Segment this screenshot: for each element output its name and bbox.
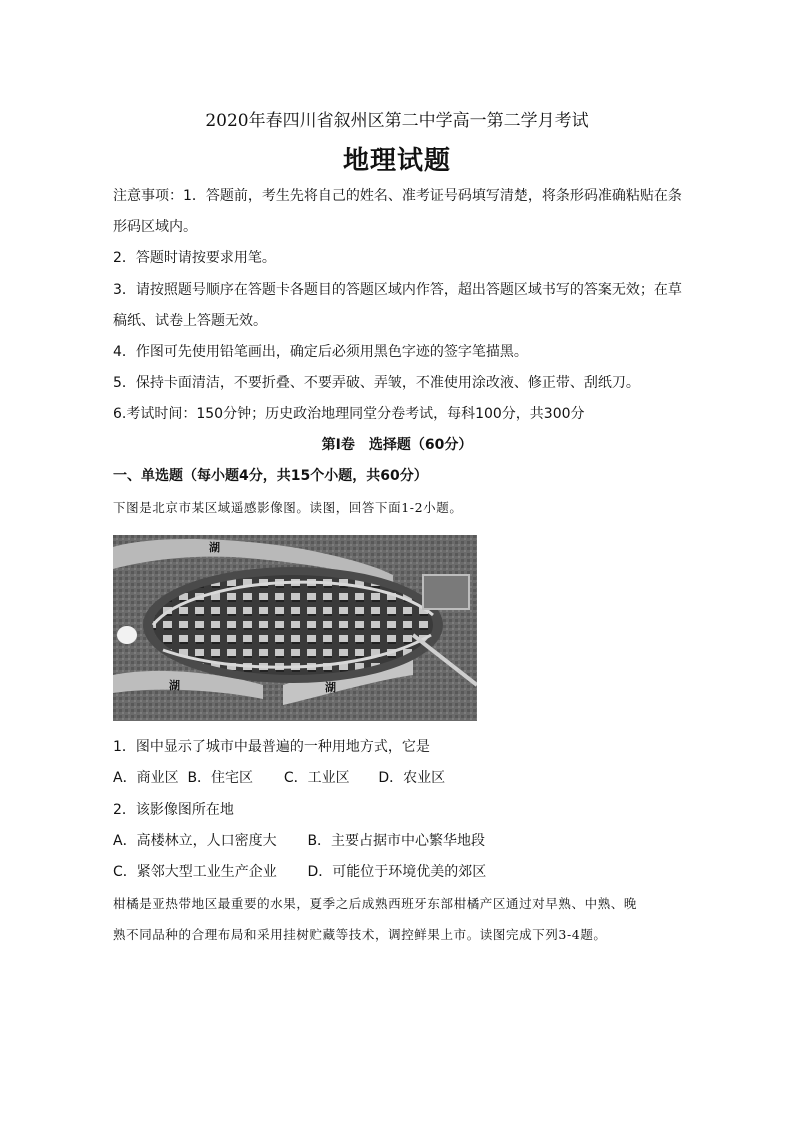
section-subheading: 一、单选题（每小题4分，共15个小题，共60分）	[113, 468, 428, 484]
note-line: 注意事项：1．答题前，考生先将自己的姓名、准考证号码填写清楚，将条形码准确粘贴在条	[113, 188, 682, 204]
note-line: 6.考试时间：150分钟；历史政治地理同堂分卷考试，每科100分，共300分	[113, 406, 585, 422]
question-options	[113, 831, 485, 851]
note-line: 稿纸、试卷上答题无效。	[113, 313, 267, 329]
note-line: 2．答题时请按要求用笔。	[113, 250, 276, 266]
option-c: C．工业区	[283, 770, 350, 786]
note-line: 3．请按照题号顺序在答题卡各题目的答题区域内作答，超出答题区域书写的答案无效；在草	[113, 282, 682, 298]
aerial-map-graphic	[113, 535, 477, 721]
lake-label: 湖	[169, 679, 180, 692]
note-line: 4．作图可先使用铅笔画出，确定后必须用黑色字迹的签字笔描黑。	[113, 344, 528, 360]
option-d: D．可能位于环境优美的郊区	[307, 864, 487, 880]
question-stem: 1．图中显示了城市中最普遍的一种用地方式，它是	[113, 739, 430, 755]
section-heading: 第Ⅰ卷 选择题（60分）	[321, 437, 473, 453]
question-stem: 2．该影像图所在地	[113, 802, 234, 818]
option-c: C．紧邻大型工业生产企业	[113, 864, 277, 880]
exam-title: 2020年春四川省叙州区第二中学高一第二学月考试	[205, 111, 589, 131]
option-d: D．农业区	[378, 770, 446, 786]
option-a: A．高楼林立，人口密度大	[113, 833, 277, 849]
subject-title: 地理试题	[342, 146, 451, 176]
option-b: B．住宅区	[187, 770, 254, 786]
note-line: 5．保持卡面清洁，不要折叠、不要弄破、弄皱，不准使用涂改液、修正带、刮纸刀。	[113, 375, 640, 391]
lake-label: 湖	[325, 681, 336, 694]
intro-text: 柑橘是亚热带地区最重要的水果，夏季之后成熟西班牙东部柑橘产区通过对早熟、中熟、晚	[113, 896, 638, 911]
question-options	[113, 768, 445, 788]
intro-text: 熟不同品种的合理布局和采用挂树贮藏等技术，调控鲜果上市。读图完成下列3-4题。	[113, 927, 607, 942]
question-options	[113, 862, 486, 882]
intro-text: 下图是北京市某区域遥感影像图。读图，回答下面1-2小题。	[113, 500, 463, 515]
lake-label: 湖	[209, 541, 220, 554]
note-line: 形码区域内。	[113, 219, 197, 235]
option-b: B．主要占据市中心繁华地段	[307, 833, 486, 849]
option-a: A．商业区	[113, 770, 179, 786]
remote-sensing-image	[113, 535, 477, 721]
